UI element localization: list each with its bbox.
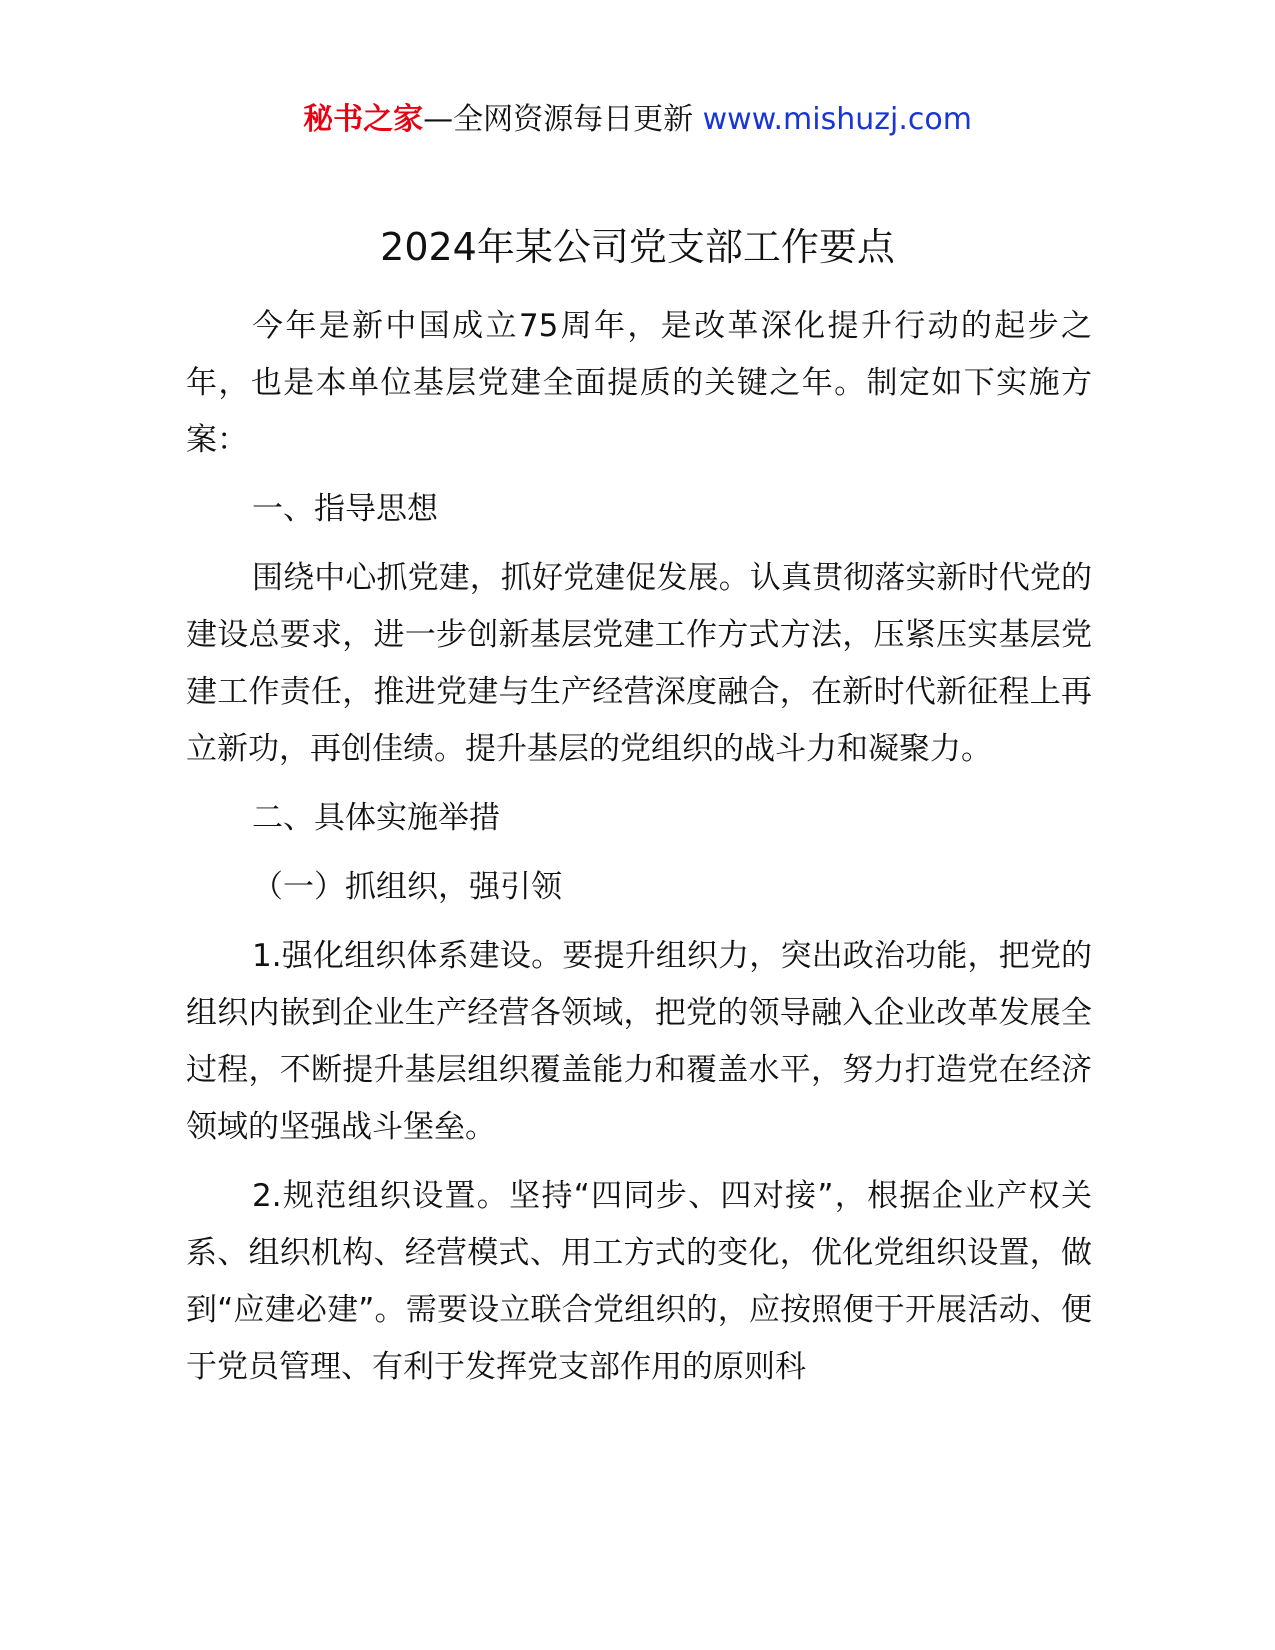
item-organization-system: 1.强化组织体系建设。要提升组织力，突出政治功能，把党的组织内嵌到企业生产经营各领域，把党的领导融入企业改革发展全过程，不断提升基层组织覆盖能力和覆盖水平，努力打造党在经济领域的坚强战斗堡垒。 (186, 938, 1092, 1145)
subsection-heading-organization: （一）抓组织，强引领 (252, 869, 562, 905)
document-title: 2024年某公司党支部工作要点 (380, 225, 895, 269)
guiding-ideology-paragraph: 围绕中心抓党建，抓好党建促发展。认真贯彻落实新时代党的建设总要求，进一步创新基层党建工作方式方法，压紧压实基层党建工作责任，推进党建与生产经营深度融合，在新时代新征程上再立新功，再创佳绩。提升基层的党组织的战斗力和凝聚力。 (186, 560, 1092, 767)
intro-paragraph: 今年是新中国成立75周年，是改革深化提升行动的起步之年，也是本单位基层党建全面提质的关键之年。制定如下实施方案： (186, 308, 1092, 458)
section-heading-measures: 二、具体实施举措 (252, 800, 500, 836)
header-tagline: —全网资源每日更新 (423, 102, 703, 137)
section-heading-guiding-ideology: 一、指导思想 (252, 491, 438, 527)
watermark-header (0, 100, 1275, 140)
brand-name: 秘书之家 (303, 102, 424, 137)
document-body (186, 298, 1092, 1408)
site-link[interactable]: www.mishuzj.com (702, 102, 972, 137)
item-organization-setup: 2.规范组织设置。坚持“四同步、四对接”，根据企业产权关系、组织机构、经营模式、用工方式的变化，优化党组织设置，做到“应建必建”。需要设立联合党组织的，应按照便于开展活动、便于党员管理、有利于发挥党支部作用的原则科 (186, 1178, 1092, 1385)
